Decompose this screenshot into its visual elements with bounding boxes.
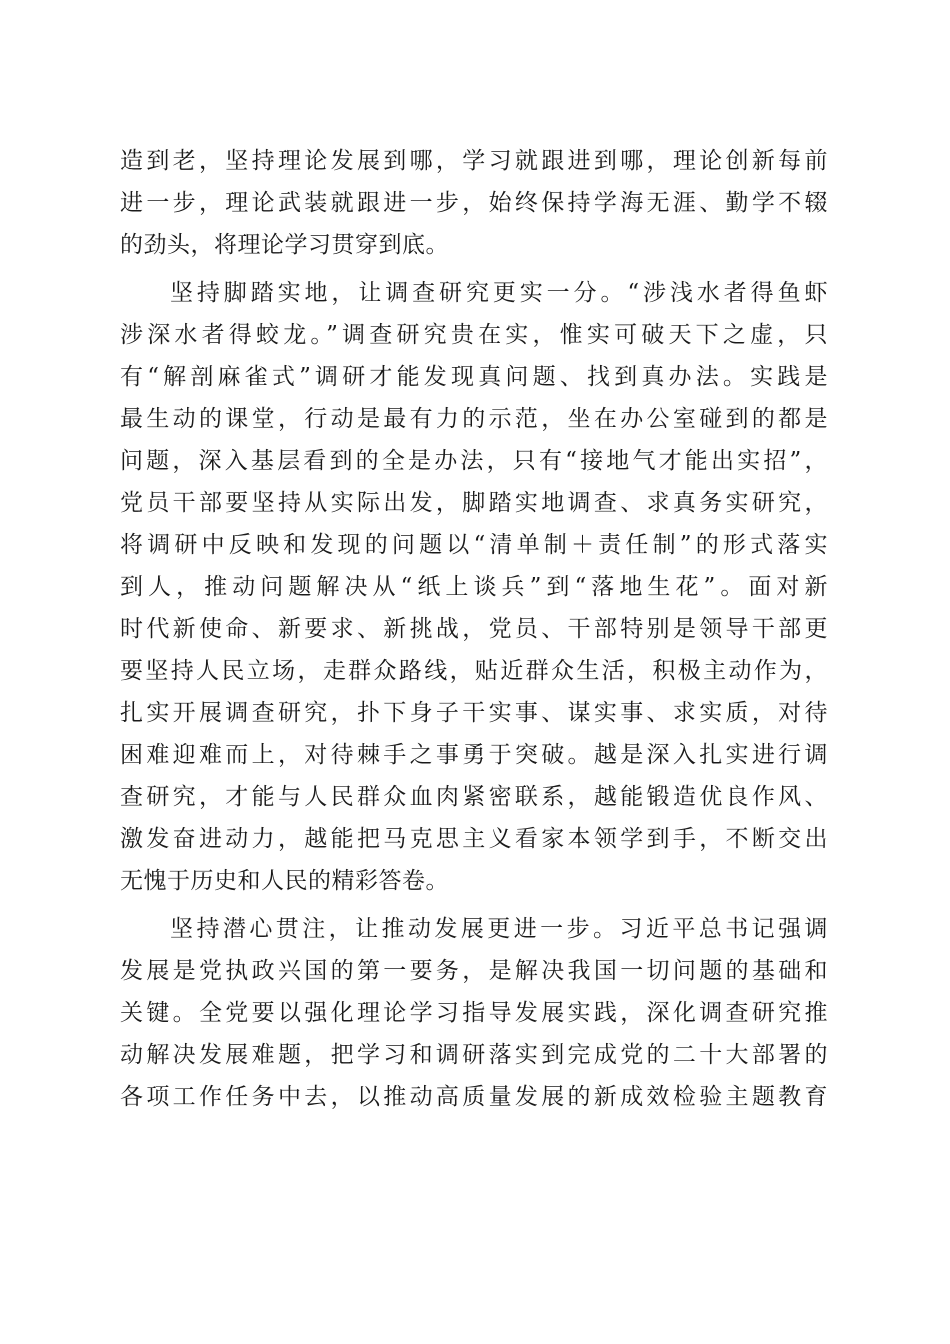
text-line: 造到老，坚持理论发展到哪，学习就跟进到哪，理论创新每前 — [120, 148, 828, 174]
text-line: 问题，深入基层看到的全是办法，只有“接地气才能出实招”， — [120, 448, 828, 474]
text-line: 要坚持人民立场，走群众路线，贴近群众生活，积极主动作为， — [120, 658, 828, 684]
text-line: 坚持脚踏实地，让调查研究更实一分。“涉浅水者得鱼虾 — [170, 280, 828, 306]
text-line: 困难迎难而上，对待棘手之事勇于突破。越是深入扎实进行调 — [120, 742, 828, 768]
text-line: 时代新使命、新要求、新挑战，党员、干部特别是领导干部更 — [120, 616, 828, 642]
text-line: 进一步，理论武装就跟进一步，始终保持学海无涯、勤学不辍 — [120, 190, 828, 216]
text-line: 到人，推动问题解决从“纸上谈兵”到“落地生花”。面对新 — [120, 574, 828, 600]
paragraph-2 — [120, 272, 828, 902]
text-line: 查研究，才能与人民群众血肉紧密联系，越能锻造优良作风、 — [120, 784, 828, 810]
text-line: 最生动的课堂，行动是最有力的示范，坐在办公室碰到的都是 — [120, 406, 828, 432]
text-line: 涉深水者得蛟龙。”调查研究贵在实，惟实可破天下之虚，只 — [120, 322, 828, 348]
text-line: 无愧于历史和人民的精彩答卷。 — [120, 868, 449, 894]
text-line: 激发奋进动力，越能把马克思主义看家本领学到手，不断交出 — [120, 826, 828, 852]
text-line: 坚持潜心贯注，让推动发展更进一步。习近平总书记强调 — [170, 916, 828, 942]
paragraph-3 — [120, 908, 828, 1118]
text-line: 扎实开展调查研究，扑下身子干实事、谋实事、求实质，对待 — [120, 700, 828, 726]
text-line: 关键。全党要以强化理论学习指导发展实践，深化调查研究推 — [120, 1000, 828, 1026]
text-line: 动解决发展难题，把学习和调研落实到完成党的二十大部署的 — [120, 1042, 828, 1068]
document-body — [120, 140, 828, 1118]
paragraph-1 — [120, 140, 828, 266]
text-line: 发展是党执政兴国的第一要务，是解决我国一切问题的基础和 — [120, 958, 828, 984]
text-line: 有“解剖麻雀式”调研才能发现真问题、找到真办法。实践是 — [120, 364, 828, 390]
text-line: 的劲头，将理论学习贯穿到底。 — [120, 232, 449, 258]
text-line: 各项工作任务中去，以推动高质量发展的新成效检验主题教育 — [120, 1084, 828, 1110]
text-line: 将调研中反映和发现的问题以“清单制＋责任制”的形式落实 — [120, 532, 828, 558]
text-line: 党员干部要坚持从实际出发，脚踏实地调查、求真务实研究， — [120, 490, 828, 516]
